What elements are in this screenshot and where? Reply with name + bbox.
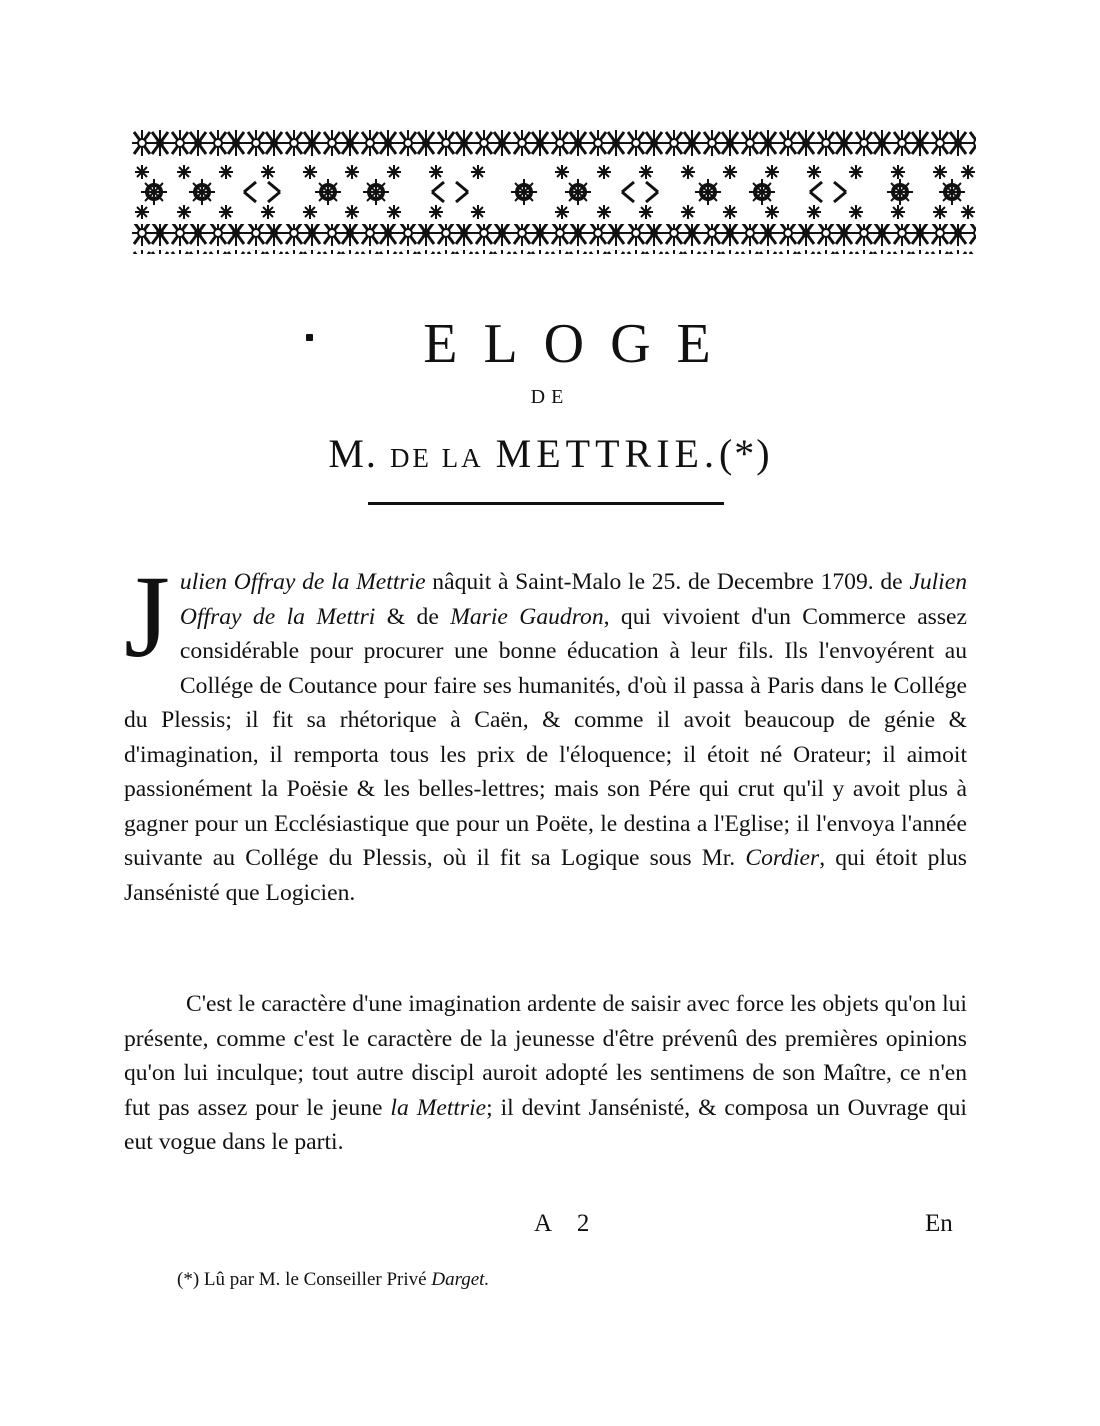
name-particle: DE LA — [389, 443, 484, 473]
drop-cap: J — [124, 551, 170, 682]
paragraph-text: ; il devint Jansénisté, & composa un Ouvrage qui eut vogue dans le parti. — [124, 1094, 967, 1155]
footnote — [177, 1269, 489, 1291]
decorative-ornament-band — [132, 128, 976, 256]
footnote-reference-mark: (*) — [718, 431, 772, 476]
catchword: En — [925, 1210, 953, 1237]
paragraph-1 — [124, 551, 967, 910]
page-title: ELOGE — [423, 313, 737, 375]
paragraph-text: nâquit à Saint-Malo le 25. de Decembre 1709. de — [425, 569, 910, 595]
father-name: Julien Offray de la Mettri — [179, 569, 967, 630]
paragraph-text: , qui vivoient d'un Commerce assez considérable pour procurer une bonne éducation à leur fils. Ils l'envoyérent au Collége de Coutance pour faire ses humanités, d'où il passa à Paris dans le Collége du Plessis; il fit sa rhétorique à Caën, & comme il avoit beaucoup de génie & d'imagination, il remporta tous les prix de l'éloquence; il étoit né Orateur; il aimoit passionément la Poësie & les belles-lettres; mais son Pére qui crut qu'il y avoit plus à gagner pour un Ecclésiastique que pour un Poëte, le destina a l'Eglise; il l'envoya l'année suivante au Collége du Plessis, où il fit sa Logique sous Mr. — [124, 603, 967, 871]
subject-full-name: ulien Offray de la Mettrie — [179, 569, 426, 595]
mother-name: Marie Gaudron — [450, 603, 604, 630]
title-preposition: DE — [530, 386, 570, 408]
signature-mark: A 2 — [534, 1210, 600, 1237]
footnote-text: (*) Lû par M. le Conseiller Privé — [177, 1269, 432, 1290]
paragraph-text: C'est le caractère d'une imagination ardente de saisir avec force les objets qu'on lui présente, comme c'est le caractère de la jeunesse d'être prévenû des premières opinions qu'on lui inculque; tout autre discipl auroit adopté les sentimens de son Maître, ce n'en fut pas assez pour le jeune — [124, 991, 967, 1121]
teacher-name: Cordier — [745, 845, 820, 871]
title-rule — [368, 502, 724, 505]
footnote-name: Darget. — [431, 1269, 490, 1290]
paragraph-text: , qui étoit plus Jansénisté que Logicien. — [124, 845, 967, 906]
name-main: METTRIE. — [495, 431, 719, 476]
name-prefix: M. — [328, 431, 378, 476]
paragraph-2 — [124, 987, 967, 1160]
subject-short-name: la Mettrie — [390, 1094, 487, 1121]
paragraph-text: & de — [375, 603, 451, 630]
subject-name — [0, 430, 1100, 477]
